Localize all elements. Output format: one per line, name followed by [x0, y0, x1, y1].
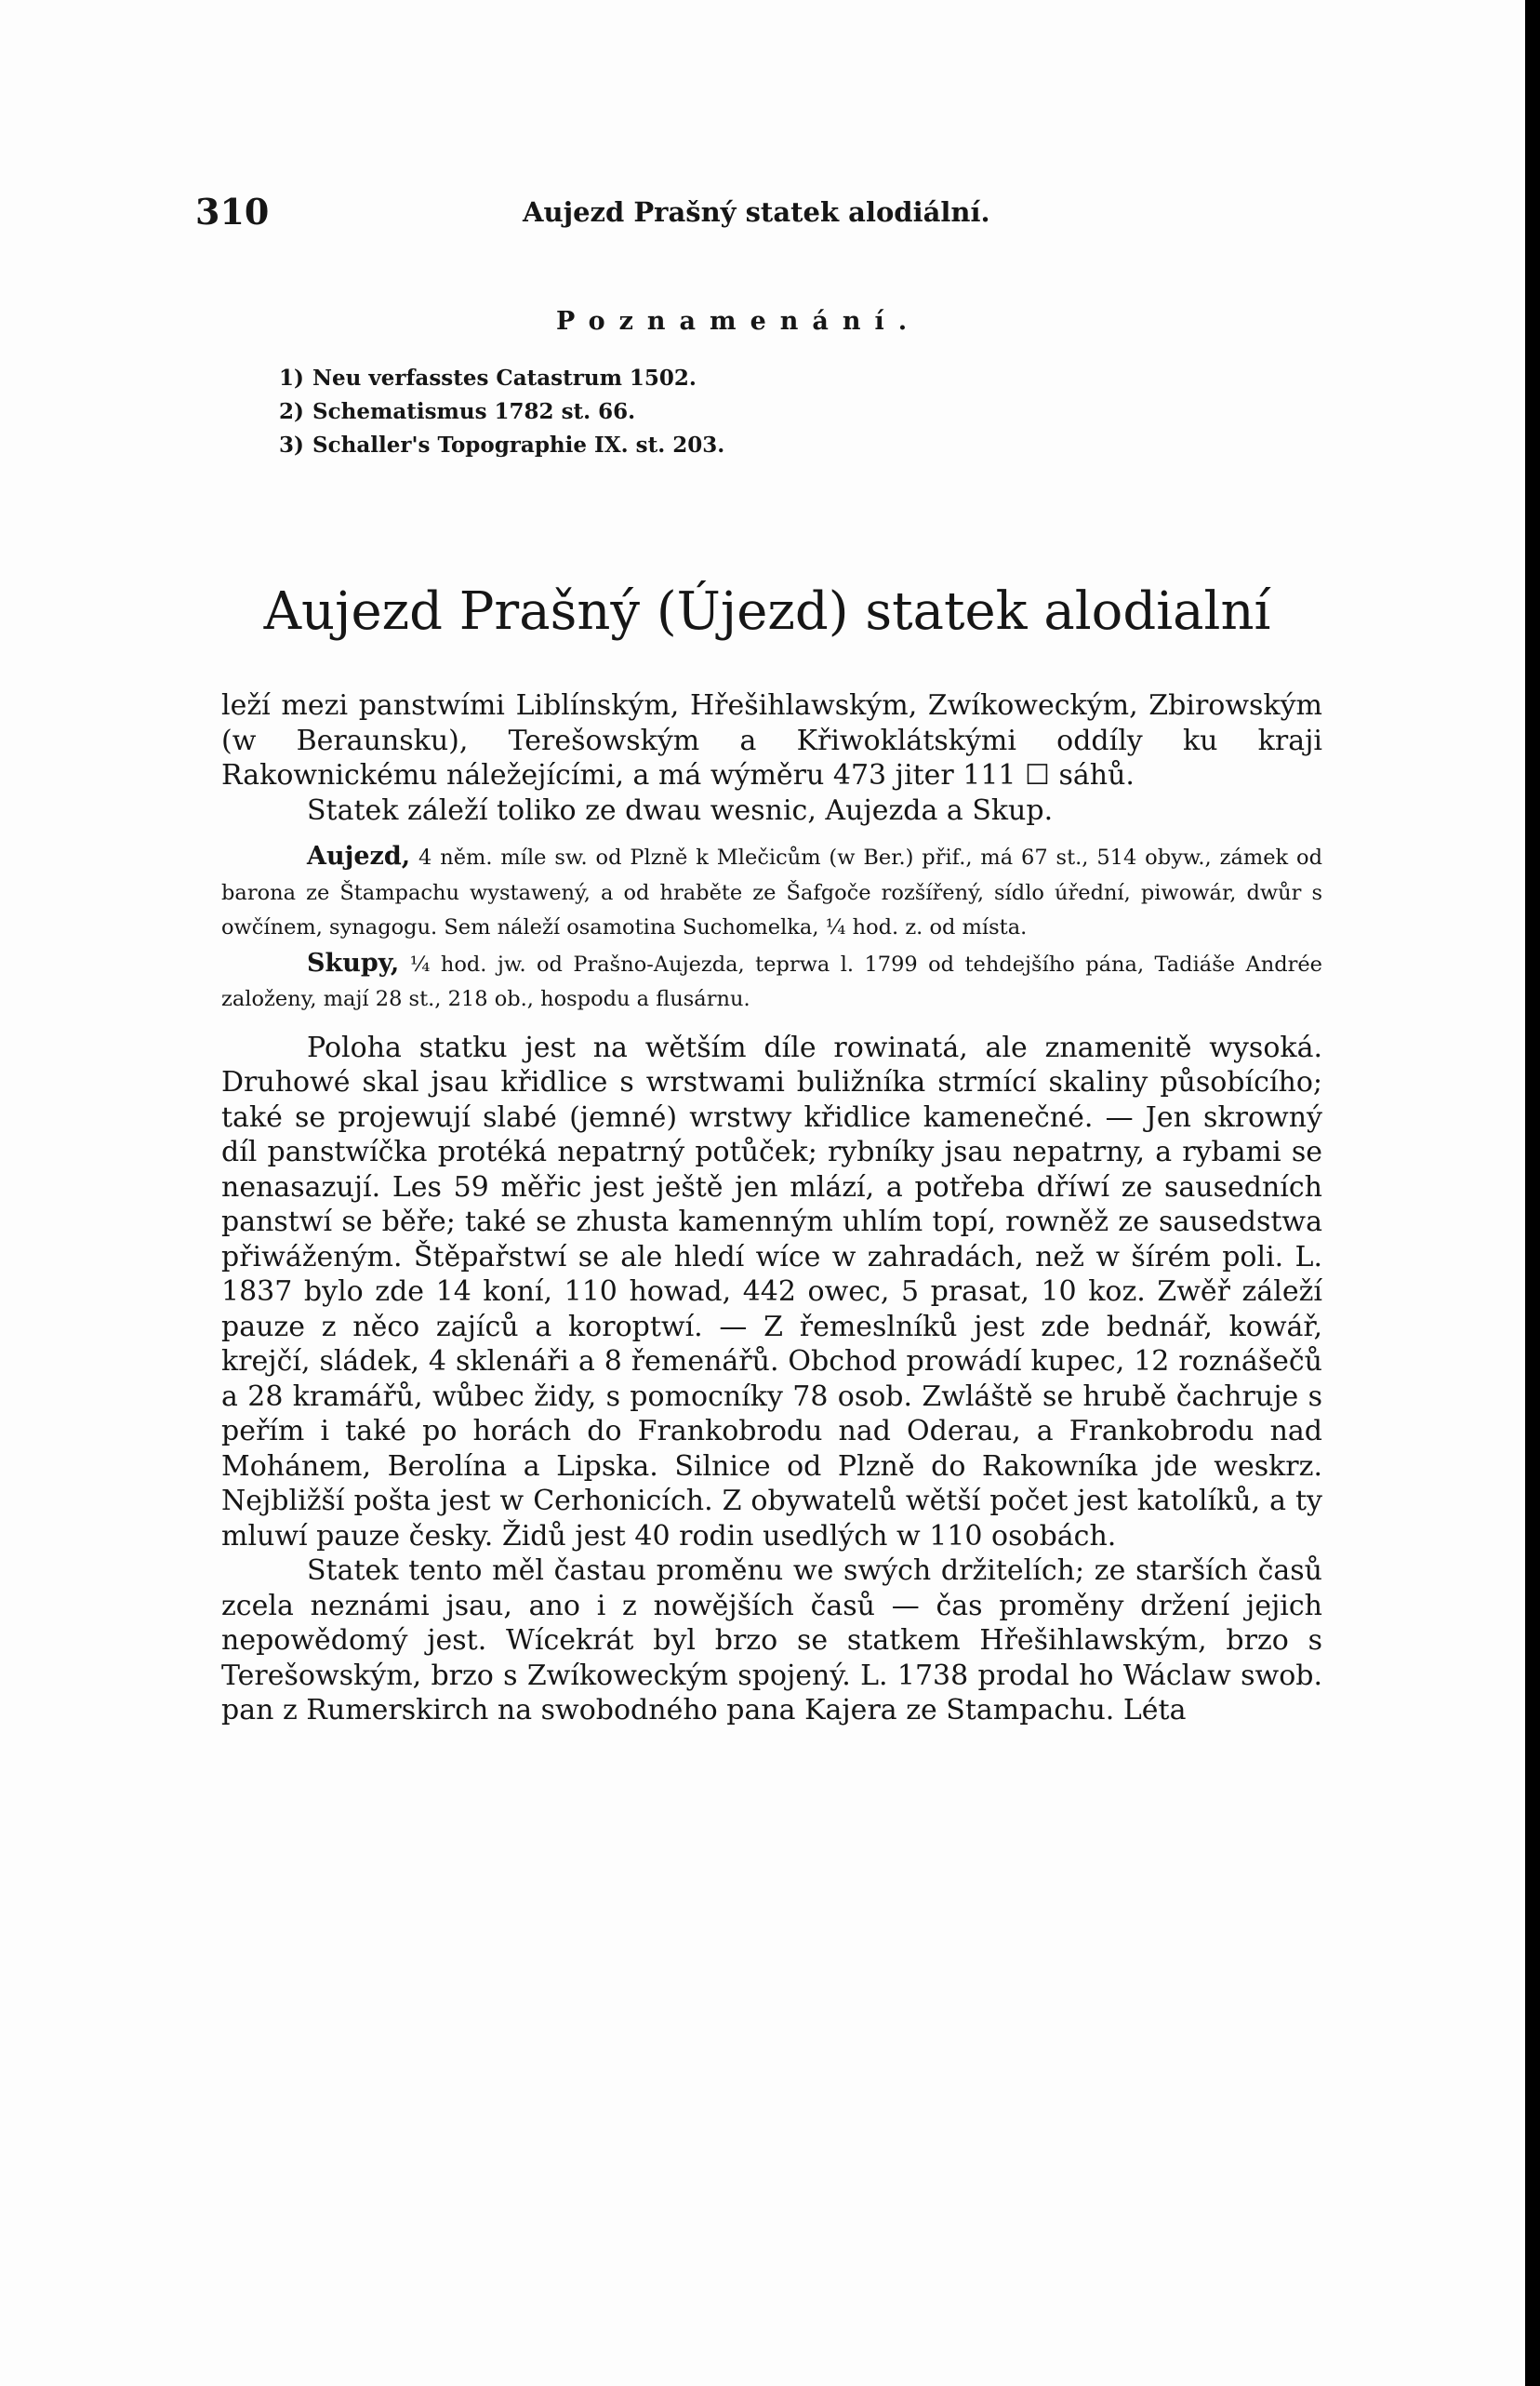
villages-paragraph: Statek záleží toliko ze dwau wesnic, Aujezda a Skup.: [307, 793, 1054, 827]
village-entry-aujezd: [221, 839, 1322, 946]
article-title: Aujezd Prašný (Újezd) statek alodialní: [263, 581, 1271, 642]
note-item: [279, 395, 1209, 429]
article-body: [221, 688, 1322, 1728]
note-number: 1): [279, 366, 304, 391]
intro-paragraph: leží mezi panstwími Liblínským, Hřešihlawským, Zwíkoweckým, Zbirowským (w Beraunsku), Terešowským a Křiwoklátskými oddíly ku kraji Rakownickému náležejícími, a má wýměru 473 jiter 111 ☐ sáhů.: [221, 689, 1322, 792]
village-description: ¼ hod. jw. od Prašno-Aujezda, teprwa l. 1799 od tehdejšího pána, Tadiáše Andrée založeny, mají 28 st., 218 ob., hospodu a flusárnu.: [221, 952, 1322, 1011]
running-head: [195, 191, 1339, 247]
notes-section: [279, 307, 1209, 462]
note-text: Schaller's Topographie IX. st. 203.: [312, 433, 725, 458]
note-text: Neu verfasstes Catastrum 1502.: [312, 366, 697, 391]
page-number: 310: [195, 191, 270, 233]
history-paragraph: Statek tento měl častau proměnu we swých držitelích; ze starších časů zcela neznámi jsau, ano i z nowějších časů — čas proměny držení jejich nepowědomý jest. Wícekrát byl brzo se statkem Hřešihlawským, brzo s Terešowským, brzo s Zwíkoweckým spojený. L. 1738 prodal ho Wáclaw swob. pan z Rumerskirch na swobodného pana Kajera ze Stampachu. Léta: [221, 1554, 1322, 1726]
note-text: Schematismus 1782 st. 66.: [312, 399, 636, 424]
village-name: Aujezd,: [307, 842, 411, 871]
note-number: 3): [279, 433, 304, 458]
description-paragraph: Poloha statku jest na wětším díle rowinatá, ale znamenitě wysoká. Druhowé skal jsau křidlice s wrstwami buližníka strmící skaliny působícího; také se projewují slabé (jemné) wrstwy křidlice kamenečné. — Jen skrowný díl panstwíčka protéká nepatrný potůček; rybníky jsau nepatrny, a rybami se nenasazují. Les 59 měřic jest ještě jen mlází, a potřeba dříwí ze sausedních panstwí se běře; také se zhusta kamenným uhlím topí, rowněž ze sausedstwa přiwáženým. Štěpařstwí se ale hledí wíce w zahradách, než w šírém poli. L. 1837 bylo zde 14 koní, 110 howad, 442 owec, 5 prasat, 10 koz. Zwěř záleží pauze z něco zajíců a koroptwí. — Z řemeslníků jest zde bednář, kowář, krejčí, sládek, 4 sklenáři a 8 řemenářů. Obchod prowádí kupec, 12 roznášečů a 28 kramářů, wůbec židy, s pomocníky 78 osob. Zwláště se hrubě čachruje s peřím i také po horách do Frankobrodu nad Oderau, a Frankobrodu nad Mohánem, Berolína a Lipska. Silnice od Plzně do Rakowníka jde weskrz. Nejbližší pošta jest w Cerhonicích. Z obywatelů wětší počet jest katolíků, a ty mluwí pauze česky. Židů jest 40 rodin usedlých w 110 osobách.: [221, 1031, 1322, 1553]
village-name: Skupy,: [307, 948, 400, 978]
village-description: 4 něm. míle sw. od Plzně k Mlečicům (w Ber.) přif., má 67 st., 514 obyw., zámek od barona ze Štampachu wystawený, a od hraběte ze Šafgoče rozšířený, sídlo úřední, piwowár, dwůr s owčínem, synagogu. Sem náleží osamotina Suchomelka, ¼ hod. z. od místa.: [221, 846, 1322, 940]
village-entry-skupy: [221, 946, 1322, 1018]
notes-heading: Poznamenání.: [556, 307, 922, 336]
note-item: [279, 429, 1209, 462]
note-number: 2): [279, 399, 304, 424]
running-title: Aujezd Prašný statek alodiální.: [523, 196, 990, 228]
note-item: [279, 362, 1209, 395]
